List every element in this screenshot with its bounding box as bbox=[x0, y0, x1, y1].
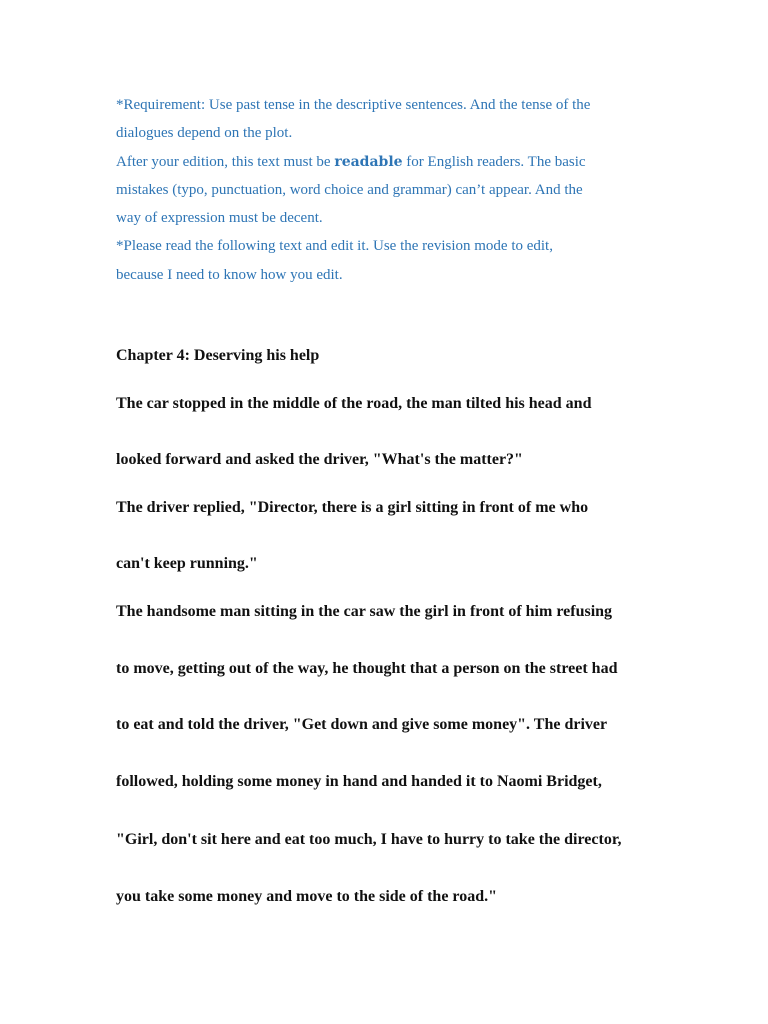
editing-instructions bbox=[116, 91, 676, 289]
instruction-line bbox=[116, 148, 676, 176]
instruction-line: because I need to know how you edit. bbox=[116, 266, 343, 283]
paragraph-line: followed, holding some money in hand and handed it to Naomi Bridget, bbox=[116, 773, 602, 790]
paragraph-line: to move, getting out of the way, he thought that a person on the street had bbox=[116, 660, 618, 677]
paragraph-line: looked forward and asked the driver, "What's the matter?" bbox=[116, 451, 523, 468]
paragraph-line: The driver replied, "Director, there is a girl sitting in front of me who bbox=[116, 499, 589, 516]
paragraph-line: The car stopped in the middle of the road, the man tilted his head and bbox=[116, 395, 592, 412]
instruction-line: *Please read the following text and edit it. Use the revision mode to edit, bbox=[116, 238, 553, 255]
paragraph-line: "Girl, don't sit here and eat too much, I have to hurry to take the director, bbox=[116, 831, 622, 848]
paragraph-line: you take some money and move to the side of the road." bbox=[116, 888, 498, 905]
instruction-line: way of expression must be decent. bbox=[116, 210, 323, 227]
instruction-line: mistakes (typo, punctuation, word choice and grammar) can’t appear. And the bbox=[116, 181, 583, 198]
instruction-text: for English readers. The basic bbox=[402, 153, 586, 170]
paragraph-line: The handsome man sitting in the car saw the girl in front of him refusing bbox=[116, 603, 613, 620]
paragraph-line: can't keep running." bbox=[116, 555, 258, 572]
instruction-line: *Requirement: Use past tense in the descriptive sentences. And the tense of the bbox=[116, 97, 591, 113]
chapter-title: Chapter 4: Deserving his help bbox=[116, 347, 320, 364]
instruction-text: After your edition, this text must be bbox=[116, 153, 335, 170]
instruction-line: dialogues depend on the plot. bbox=[116, 125, 293, 142]
paragraph-line: to eat and told the driver, "Get down and give some money". The driver bbox=[116, 716, 608, 733]
readable-emphasis: readable bbox=[334, 153, 403, 170]
